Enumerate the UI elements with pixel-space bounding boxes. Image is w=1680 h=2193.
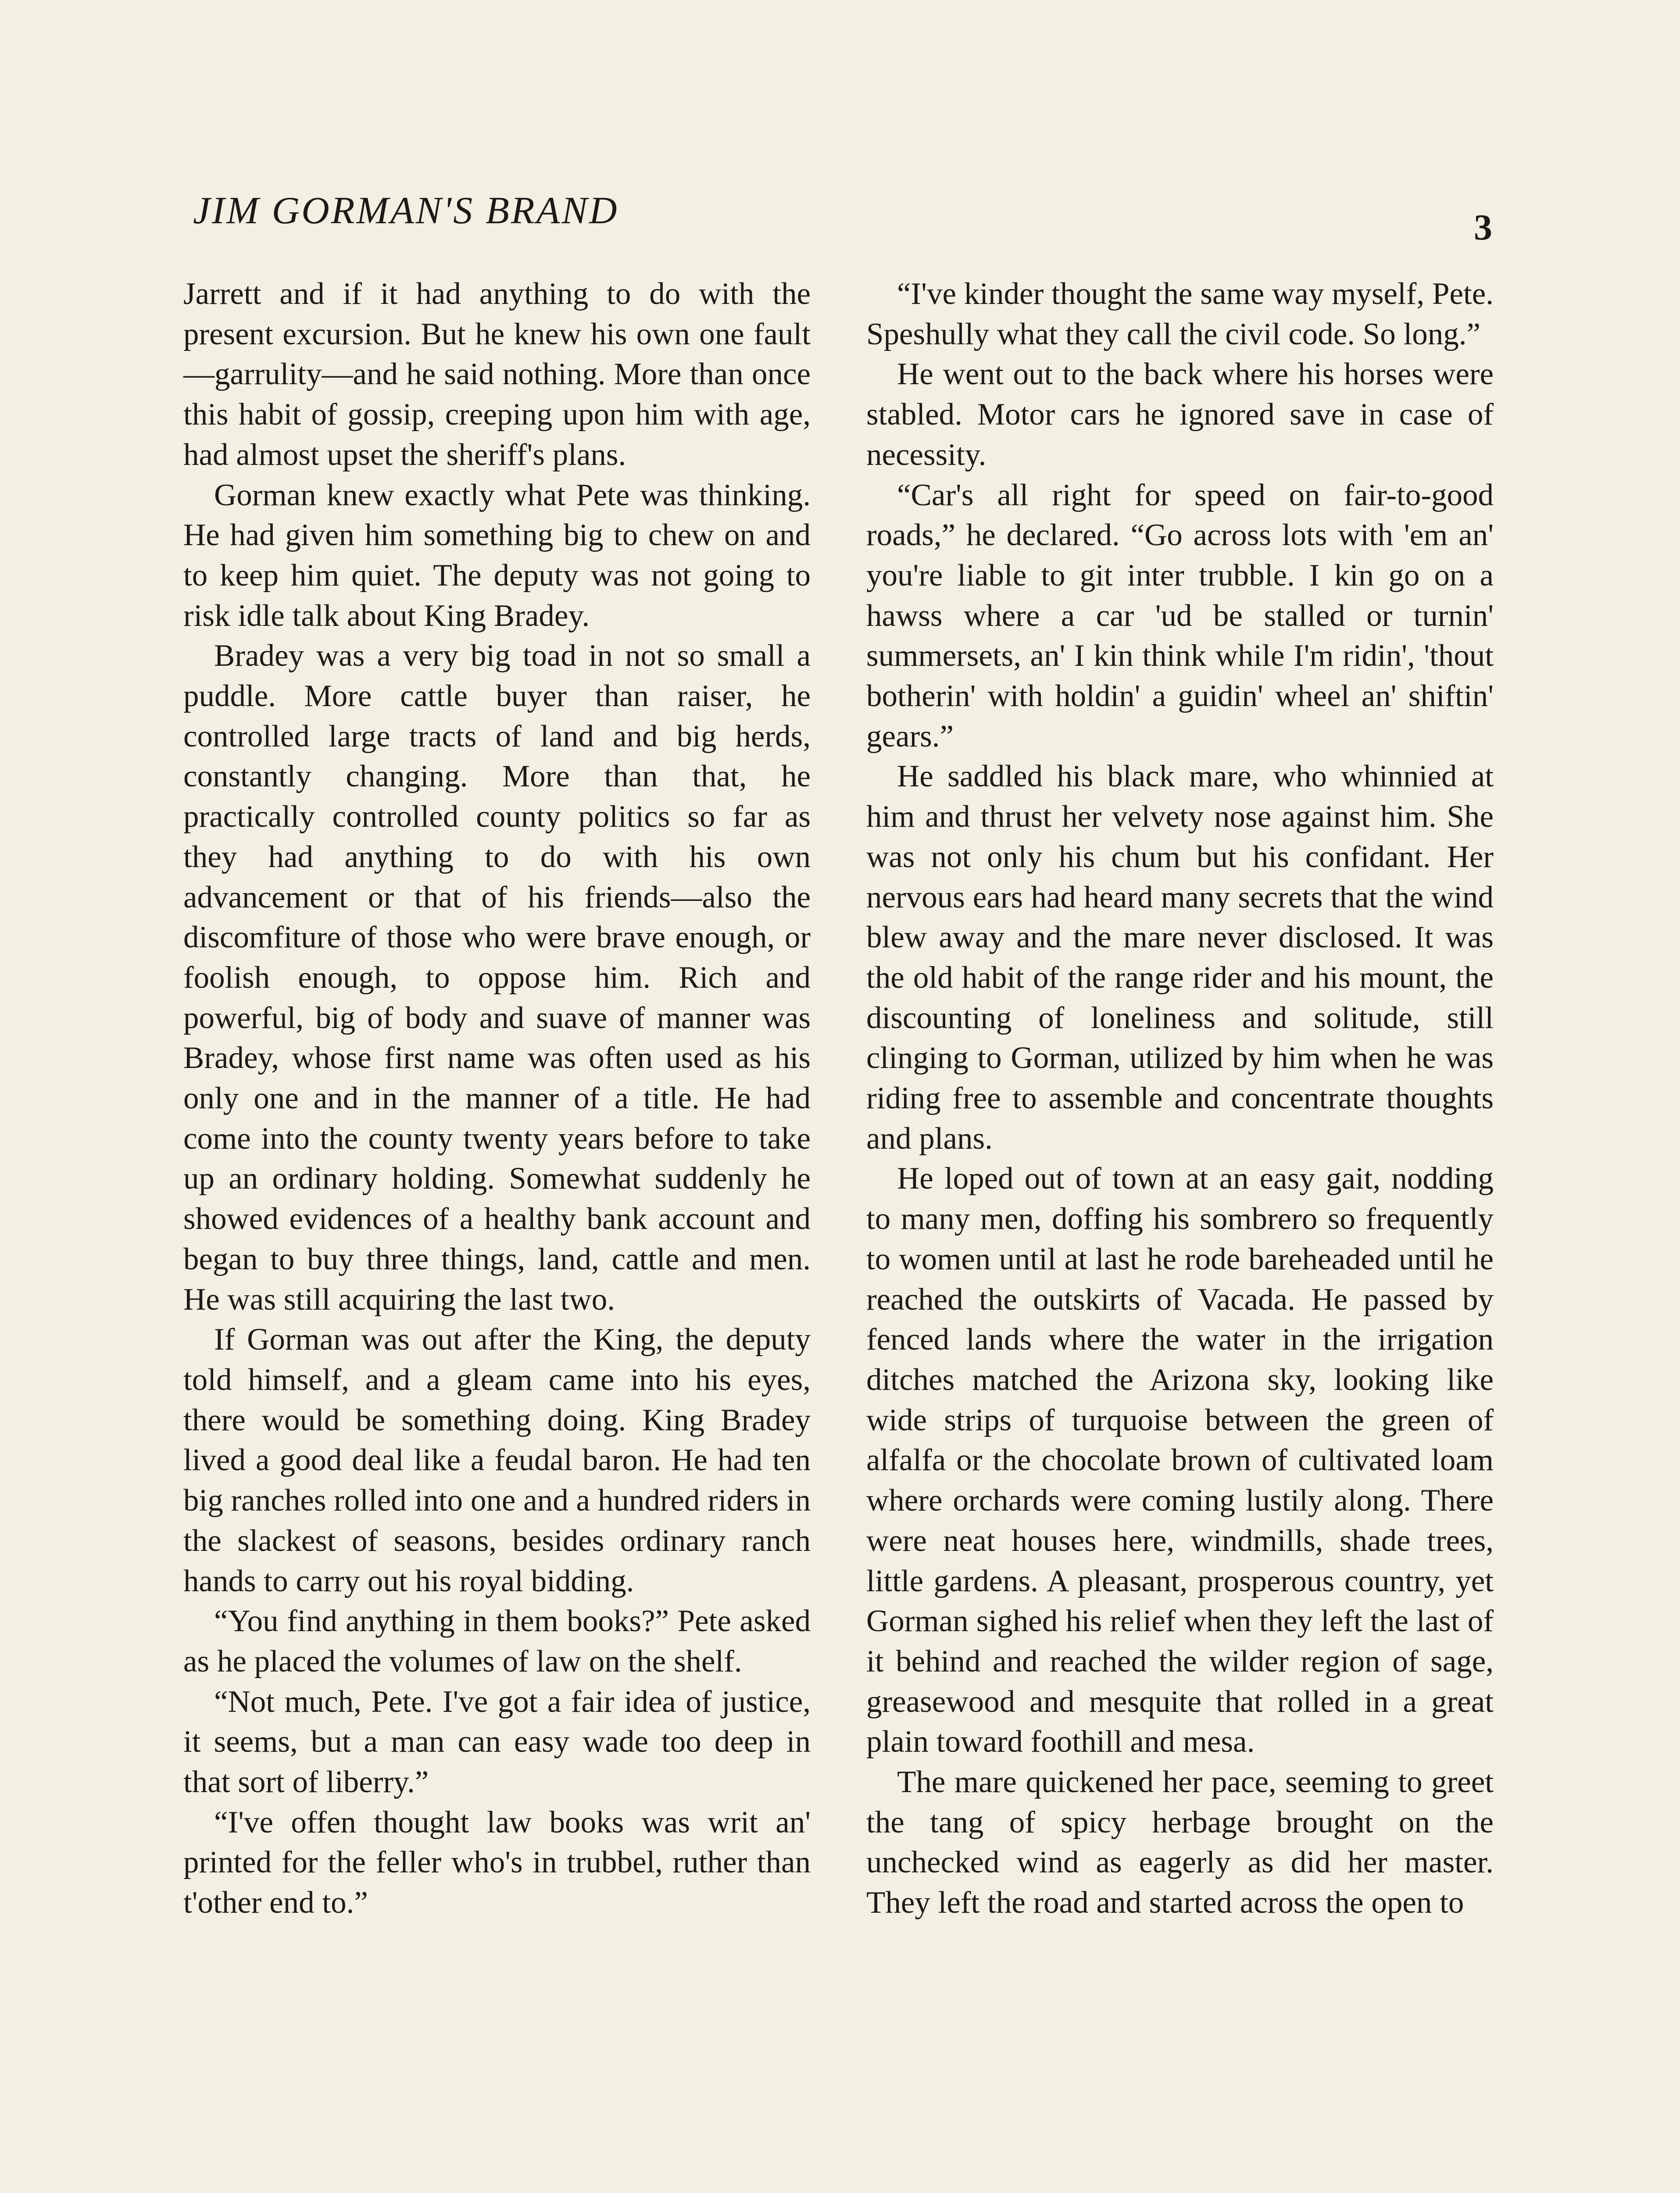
paragraph: “I've kinder thought the same way myself, Pete. Speshully what they call the civil code. So long.” [866, 277, 1494, 351]
paragraph: Gorman knew exactly what Pete was thinking. He had given him something big to chew on and to keep him quiet. The deputy was not going to risk idle talk about King Bradey. [183, 478, 811, 633]
paragraph: “Car's all right for speed on fair-to-good roads,” he declared. “Go across lots with 'em an' you're liable to git inter trubble. I kin go on a hawss where a car 'ud be stalled or turnin' summersets, an' I kin think while I'm ridin', 'thout botherin' with holdin' a guidin' wheel an' shiftin' gears.” [866, 478, 1494, 754]
page-number: 3 [1474, 207, 1492, 248]
paragraph: “I've offen thought law books was writ an' printed for the feller who's in trubbel, ruther than t'other end to.” [183, 1805, 811, 1920]
paragraph: He loped out of town at an easy gait, nodding to many men, doffing his sombrero so frequently to women until at last he rode bareheaded until he reached the outskirts of Vacada. He passed by fenced lands where the water in the irrigation ditches matched the Arizona sky, looking like wide strips of turquoise between the green of alfalfa or the chocolate brown of cultivated loam where orchards were coming lustily along. There were neat houses here, windmills, shade trees, little gardens. A pleasant, prosperous country, yet Gorman sighed his relief when they left the last of it behind and reached the wilder region of sage, greasewood and mesquite that rolled in a great plain toward foothill and mesa. [866, 1161, 1494, 1759]
running-title: JIM GORMAN'S BRAND [193, 189, 619, 232]
paragraph: He saddled his black mare, who whinnied at him and thrust her velvety nose against him. She was not only his chum but his confidant. Her nervous ears had heard many secrets that the wind blew away and the mare never disclosed. It was the old habit of the range rider and his mount, the discounting of loneliness and solitude, still clinging to Gorman, utilized by him when he was riding free to assemble and concentrate thoughts and plans. [866, 759, 1494, 1156]
paragraph: He went out to the back where his horses were stabled. Motor cars he ignored save in case of necessity. [866, 357, 1494, 472]
paragraph: If Gorman was out after the King, the deputy told himself, and a gleam came into his eyes, there would be something doing. King Bradey lived a good deal like a feudal baron. He had ten big ranches rolled into one and a hundred riders in the slackest of seasons, besides ordinary ranch hands to carry out his royal bidding. [183, 1322, 811, 1598]
right-text-column [866, 274, 1494, 1923]
paragraph: “Not much, Pete. I've got a fair idea of justice, it seems, but a man can easy wade too deep in that sort of liberry.” [183, 1684, 811, 1800]
left-text-column [183, 274, 811, 1923]
paragraph: The mare quickened her pace, seeming to greet the tang of spicy herbage brought on the unchecked wind as eagerly as did her master. They left the road and started across the open to [866, 1765, 1494, 1920]
paragraph: “You find anything in them books?” Pete asked as he placed the volumes of law on the shelf. [183, 1604, 811, 1679]
paragraph: Jarrett and if it had anything to do with the present excursion. But he knew his own one fault—garrulity—and he said nothing. More than once this habit of gossip, creeping upon him with age, had almost upset the sheriff's plans. [183, 277, 811, 472]
paragraph: Bradey was a very big toad in not so small a puddle. More cattle buyer than raiser, he controlled large tracts of land and big herds, constantly changing. More than that, he practically controlled county politics so far as they had anything to do with his own advancement or that of his friends—also the discomfiture of those who were brave enough, or foolish enough, to oppose him. Rich and powerful, big of body and suave of manner was Bradey, whose first name was often used as his only one and in the manner of a title. He had come into the county twenty years before to take up an ordinary holding. Somewhat suddenly he showed evidences of a healthy bank account and began to buy three things, land, cattle and men. He was still acquiring the last two. [183, 639, 811, 1317]
